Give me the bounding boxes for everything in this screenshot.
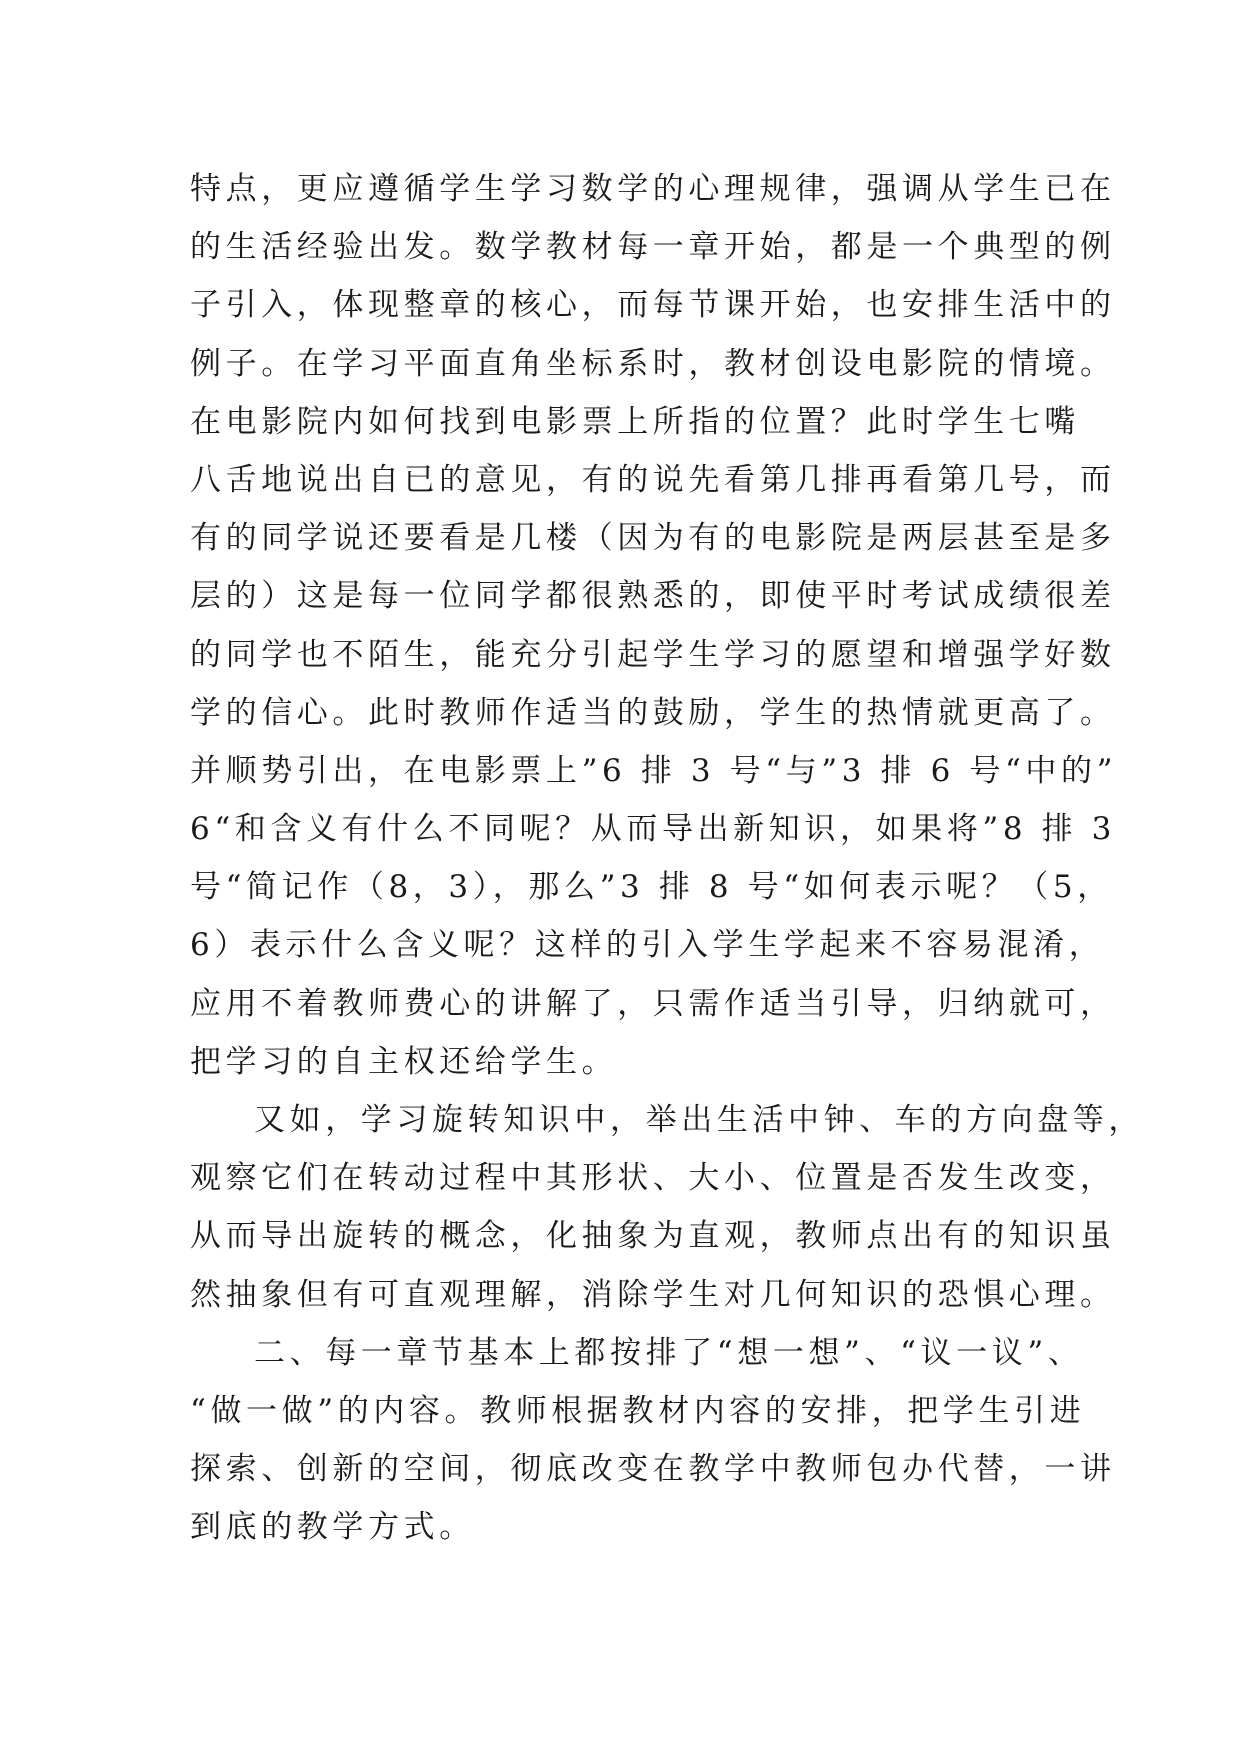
text-line: 的同学也不陌生，能充分引起学生学习的愿望和增强学好数 [190,636,1116,673]
text-line: 把学习的自主权还给学生。 [190,1043,618,1080]
paragraph-first-line: 又如，学习旋转知识中，举出生活中钟、车的方向盘等， [254,1102,1144,1138]
text-line: 的生活经验出发。数学教材每一章开始，都是一个典型的例 [190,229,1116,266]
text-line: 探索、创新的空间，彻底改变在教学中教师包办代替，一讲 [190,1451,1116,1488]
text-line: 应用不着教师费心的讲解了，只需作适当引导，归纳就可， [190,985,1116,1022]
text-line: 观察它们在转动过程中其形状、大小、位置是否发生改变， [190,1160,1116,1197]
text-line: 6）表示什么含义呢？这样的引入学生学起来不容易混淆， [190,927,1105,964]
text-line: 有的同学说还要看是几楼（因为有的电影院是两层甚至是多 [190,520,1116,557]
text-line: 子引入，体现整章的核心，而每节课开始，也安排生活中的 [190,287,1116,324]
text-line: 号“简记作（8，3），那么”3 排 8 号“如何表示呢？（5， [190,869,1113,906]
paragraph-first-line: 二、每一章节基本上都按排了“想一想”、“议一议”、 [254,1334,1084,1371]
text-line: 八舌地说出自已的意见，有的说先看第几排再看第几号，而 [190,461,1116,498]
text-line: 从而导出旋转的概念，化抽象为直观，教师点出有的知识虽 [190,1218,1116,1255]
document-body [190,160,1144,1557]
text-line: 学的信心。此时教师作适当的鼓励，学生的热情就更高了。 [190,694,1116,731]
text-line: 例子。在学习平面直角坐标系时，教材创设电影院的情境。 [190,345,1116,382]
text-line: 在电影院内如何找到电影票上所指的位置？此时学生七嘴 [190,403,1080,440]
text-line: 层的）这是每一位同学都很熟悉的，即使平时考试成绩很差 [190,578,1116,615]
text-line: 然抽象但有可直观理解，消除学生对几何知识的恐惧心理。 [190,1276,1116,1313]
text-line: 并顺势引出，在电影票上”6 排 3 号“与”3 排 6 号“中的” [190,752,1118,789]
text-line: 到底的教学方式。 [190,1509,475,1546]
text-line: “做一做”的内容。教师根据教材内容的安排，把学生引进 [190,1392,1086,1429]
text-line: 特点，更应遵循学生学习数学的心理规律，强调从学生已在 [190,171,1116,207]
text-line: 6“和含义有什么不同呢？从而导出新知识，如果将”8 排 3 [190,811,1116,848]
